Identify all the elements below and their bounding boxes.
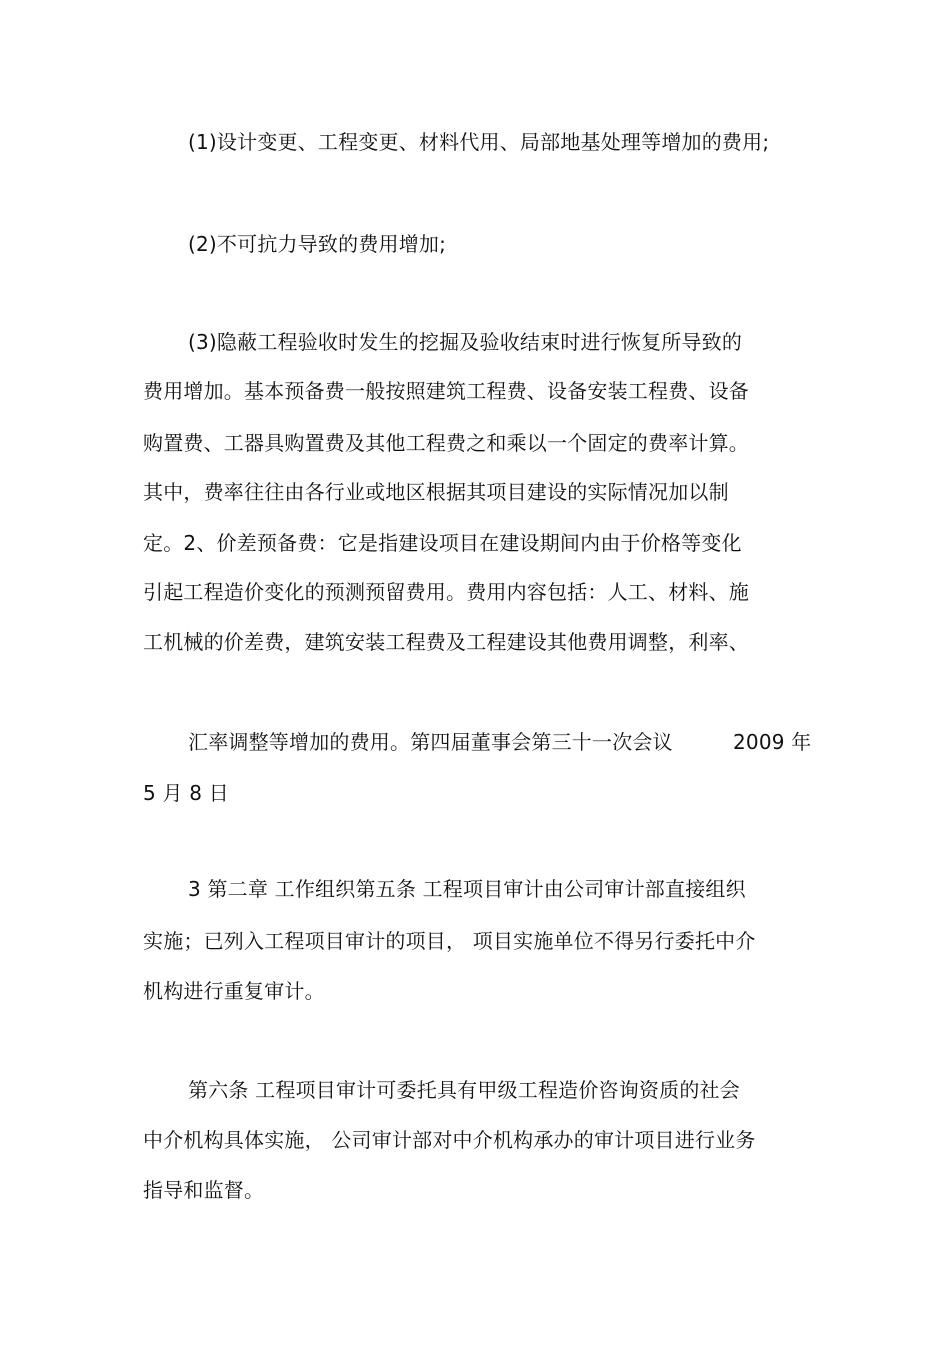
text-line-9: 工机械的价差费，建筑安装工程费及工程建设其他费用调整，利率、 bbox=[143, 630, 749, 654]
date-year: 2009 年 bbox=[733, 730, 812, 754]
date-month-day: 5 月 8 日 bbox=[143, 781, 229, 805]
text-line-5: 购置费、工器具购置费及其他工程费之和乘以一个固定的费率计算。 bbox=[143, 431, 749, 455]
text-line-2: (2)不可抗力导致的费用增加; bbox=[188, 232, 447, 256]
text-line-10: 汇率调整等增加的费用。第四届董事会第三十一次会议 bbox=[188, 730, 673, 754]
text-line-18: 指导和监督。 bbox=[143, 1178, 265, 1202]
text-line-16: 第六条 工程项目审计可委托具有甲级工程造价咨询资质的社会 bbox=[188, 1078, 740, 1102]
text-line-4: 费用增加。基本预备费一般按照建筑工程费、设备安装工程费、设备 bbox=[143, 379, 749, 403]
text-line-6: 其中，费率往往由各行业或地区根据其项目建设的实际情况加以制 bbox=[143, 480, 729, 504]
text-line-7: 定。2、价差预备费：它是指建设项目在建设期间内由于价格等变化 bbox=[143, 531, 742, 555]
text-line-13: 3 第二章 工作组织第五条 工程项目审计由公司审计部直接组织 bbox=[188, 877, 746, 901]
text-line-3: (3)隐蔽工程验收时发生的挖掘及验收结束时进行恢复所导致的 bbox=[188, 330, 743, 354]
text-line-15: 机构进行重复审计。 bbox=[143, 979, 325, 1003]
text-line-8: 引起工程造价变化的预测预留费用。费用内容包括：人工、材料、施 bbox=[143, 580, 749, 604]
text-line-17: 中介机构具体实施， 公司审计部对中介机构承办的审计项目进行业务 bbox=[143, 1128, 756, 1152]
text-line-14: 实施；已列入工程项目审计的项目， 项目实施单位不得另行委托中介 bbox=[143, 929, 756, 953]
text-line-1: (1)设计变更、工程变更、材料代用、局部地基处理等增加的费用; bbox=[188, 130, 770, 154]
